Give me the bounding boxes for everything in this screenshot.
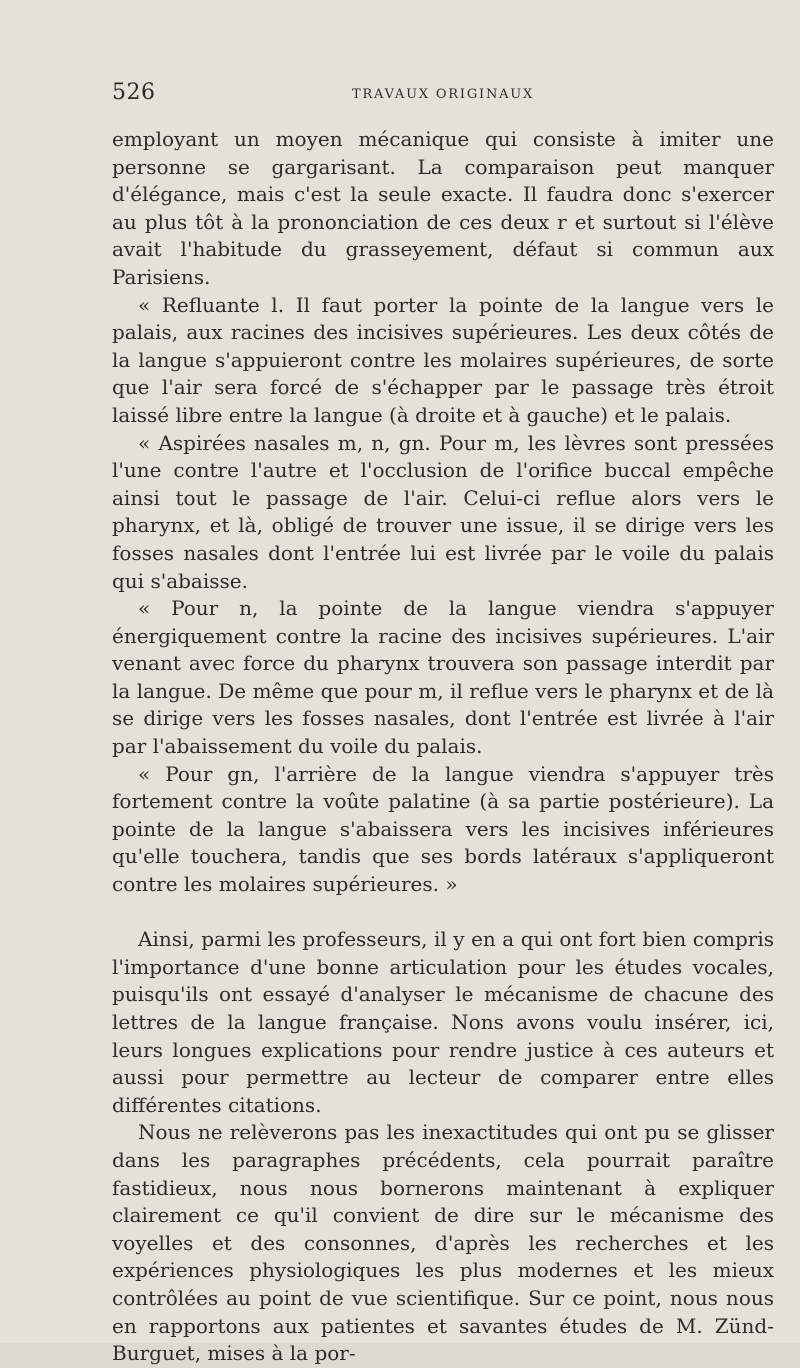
section-gap [112,899,774,927]
paragraph: « Pour gn, l'arrière de la langue viendra s'appuyer très fortement contre la voûte palatine (à sa partie postérieure). La pointe de la langue s'abaissera vers les incisives inférieures qu'elle touchera, tandis que ses bords latéraux s'appliqueront contre les molaires supérieures. » [112,761,774,897]
page-body [112,126,774,1368]
paragraph: Nous ne relèverons pas les inexactitudes qui ont pu se glisser dans les paragraphes précédents, cela pourrait paraître fastidieux, nous nous bornerons maintenant à expliquer clairement ce qu'il convient de dire sur le mécanisme des voyelles et des consonnes, d'après les recherches et les expériences physiologiques les plus modernes et les mieux contrôlées au point de vue scientifique. Sur ce point, nous nous en rapportons aux patientes et savantes études de M. Zünd-Burguet, mises à la por- [112,1120,774,1366]
page-number: 526 [112,80,156,105]
paragraph: « Pour n, la pointe de la langue viendra s'appuyer énergiquement contre la racine des incisives supérieures. L'air venant avec force du pharynx trouvera son passage interdit par la langue. De même que pour m, il reflue vers le pharynx et de là se dirige vers les fosses nasales, dont l'entrée est livrée à l'air par l'abaissement du voile du palais. [112,596,774,759]
page-header [112,80,772,120]
paragraph: « Aspirées nasales m, n, gn. Pour m, les lèvres sont pressées l'une contre l'autre et l'occlusion de l'orifice buccal empêche ainsi tout le passage de l'air. Celui-ci reflue alors vers le pharynx, et là, obligé de trouver une issue, il se dirige vers les fosses nasales dont l'entrée lui est livrée par le voile du palais qui s'abaisse. [112,430,774,593]
paragraph: « Refluante l. Il faut porter la pointe de la langue vers le palais, aux racines des incisives supérieures. Les deux côtés de la langue s'appuieront contre les molaires supérieures, de sorte que l'air sera forcé de s'échapper par le passage très étroit laissé libre entre la langue (à droite et à gauche) et le palais. [112,292,774,427]
running-title: TRAVAUX ORIGINAUX [352,87,535,102]
paragraph: employant un moyen mécanique qui consiste à imiter une personne se gargarisant. La comparaison peut manquer d'élégance, mais c'est la seule exacte. Il faudra donc s'exercer au plus tôt à la prononciation de ces deux r et surtout si l'élève avait l'habitude du grasseyement, défaut si commun aux Parisiens. [112,127,774,289]
paragraph: Ainsi, parmi les professeurs, il y en a qui ont fort bien compris l'importance d'une bonne articulation pour les études vocales, puisqu'ils ont essayé d'analyser le mécanisme de chacune des lettres de la langue française. Nons avons voulu insérer, ici, leurs longues explications pour rendre justice à ces auteurs et aussi pour permettre au lecteur de comparer entre elles différentes citations. [112,927,774,1117]
